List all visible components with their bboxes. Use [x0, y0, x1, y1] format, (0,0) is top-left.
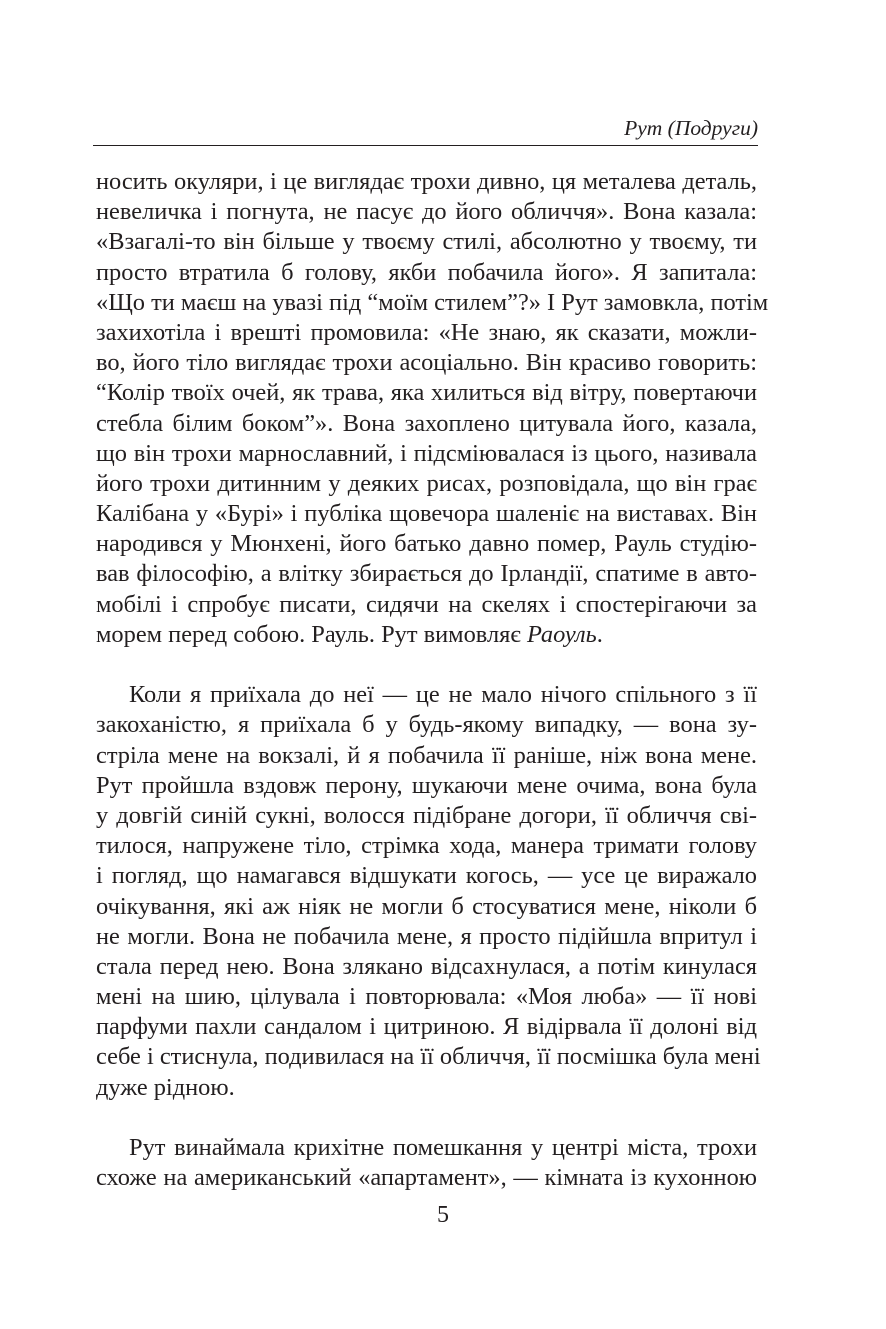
text-line: закоханістю, я приїхала б у будь-якому випадку, — вона зу- — [96, 711, 757, 739]
text-line: мені на шию, цілувала і повторювала: «Моя люба» — її нові — [96, 983, 757, 1011]
text-line: мобілі і спробує писати, сидячи на скелях і спостерігаючи за — [96, 590, 757, 618]
text-line: тилося, напружене тіло, стрімка хода, манера тримати голову — [96, 832, 757, 860]
header-rule — [93, 145, 758, 146]
text-line: захихотіла і врешті промовила: «Не знаю, як сказати, можли- — [96, 318, 757, 346]
body-text — [96, 167, 769, 1193]
text-line: «Що ти маєш на увазі під “моїм стилем”?» І Рут замовкла, потім — [96, 288, 769, 316]
text-line: дуже рідною. — [96, 1073, 235, 1101]
text-run: . — [596, 620, 603, 648]
text-line: парфуми пахли сандалом і цитриною. Я відірвала її долоні від — [96, 1013, 757, 1041]
text-line: стріла мене на вокзалі, й я побачила її раніше, ніж вона мене. — [96, 741, 757, 769]
text-line: Рут винаймала крихітне помешкання у центрі міста, трохи — [129, 1134, 757, 1161]
text-line: Коли я приїхала до неї — це не мало нічого спільного з її — [129, 681, 757, 709]
text-line: у довгій синій сукні, волосся підібране догори, її обличчя сві- — [96, 801, 757, 829]
text-line: себе і стиснула, подивилася на її обличчя, її посмішка була мені — [96, 1043, 761, 1071]
text-line: стебла білим боком”». Вона захоплено цитувала його, казала, — [96, 409, 757, 437]
text-line: “Колір твоїх очей, як трава, яка хилиться від вітру, повертаючи — [96, 379, 757, 407]
text-line: стала перед нею. Вона злякано відсахнулася, а потім кинулася — [96, 952, 757, 980]
text-line: Калібана у «Бурі» і публіка щовечора шаленіє на виставах. Він — [96, 500, 757, 528]
text-line: і погляд, що намагався відшукати когось, — усе це виражало — [96, 862, 757, 890]
text-line: що він трохи марнославний, і підсміювалася із цього, називала — [96, 439, 757, 467]
text-line — [96, 620, 757, 650]
text-line: схоже на американський «апартамент», — кімната із кухонною — [96, 1164, 757, 1192]
text-line: просто втратила б голову, якби побачила його». Я запитала: — [96, 258, 757, 286]
running-header-title: Рут (Подруги) — [624, 116, 758, 140]
text-line: очікування, які аж ніяк не могли б стосуватися мене, ніколи б — [96, 892, 757, 920]
text-line: во, його тіло виглядає трохи асоціально. Він красиво говорить: — [96, 349, 757, 377]
text-line: «Взагалі-то він більше у твоєму стилі, абсолютно у твоєму, ти — [96, 228, 757, 256]
text-line: вав філософію, а влітку збирається до Ірландії, спатиме в авто- — [96, 560, 757, 588]
paragraph-gap — [96, 1103, 757, 1133]
text-line: невеличка і погнута, не пасує до його обличчя». Вона казала: — [96, 198, 757, 226]
paragraph-gap — [96, 650, 757, 680]
text-line: носить окуляри, і це виглядає трохи дивно, ця металева деталь, — [96, 168, 757, 195]
text-line: не могли. Вона не побачила мене, я просто підійшла впритул і — [96, 922, 757, 950]
text-line: Рут пройшла вздовж перону, шукаючи мене очима, вона була — [96, 771, 757, 799]
page-number: 5 — [437, 1202, 449, 1228]
text-line: народився у Мюнхені, його батько давно помер, Рауль студію- — [96, 530, 757, 558]
text-run: морем перед собою. Рауль. Рут вимовляє — [96, 620, 527, 648]
italic-name: Раоуль — [526, 620, 597, 648]
text-line: його трохи дитинним у деяких рисах, розповідала, що він грає — [96, 469, 757, 497]
